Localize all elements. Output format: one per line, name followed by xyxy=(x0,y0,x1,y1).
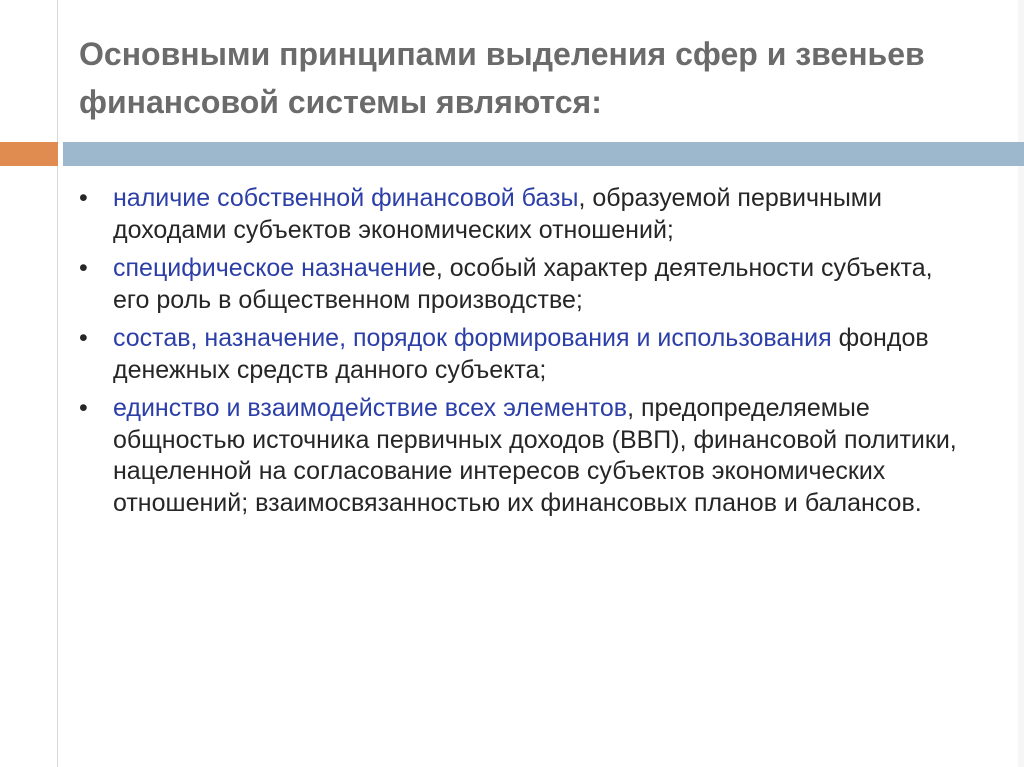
list-item xyxy=(79,323,969,386)
accent-bar-blue xyxy=(63,142,1024,166)
list-item xyxy=(79,253,969,316)
item-text: е, особый характер деятельности субъекта, его роль в общественном производстве; xyxy=(113,254,933,314)
item-highlight: специфическое назначени xyxy=(113,254,422,282)
bullet-icon: • xyxy=(79,184,88,212)
bullet-icon: • xyxy=(79,394,88,422)
bullet-icon: • xyxy=(79,324,88,352)
item-text: , предопределяемые общностью источника первичных доходов (ВВП), финансовой политики, нацеленной на согласование интересов субъектов экономических отношений; взаимосвязанностью их финансовых планов и балансов. xyxy=(113,394,957,517)
item-text: фондов денежных средств данного субъекта; xyxy=(113,324,929,384)
item-highlight: единство и взаимодействие всех элементов xyxy=(113,394,628,422)
accent-bar-orange xyxy=(0,142,58,166)
principles-list xyxy=(79,183,969,526)
right-edge-shade xyxy=(1018,0,1024,767)
item-text: , образуемой первичными доходами субъектов экономических отношений; xyxy=(113,184,882,244)
list-item xyxy=(79,183,969,246)
slide-title: Основными принципами выделения сфер и звеньев финансовой системы являются: xyxy=(79,36,925,120)
bullet-icon: • xyxy=(79,254,88,282)
item-highlight: состав, назначение, порядок формирования и использования xyxy=(113,324,832,352)
left-divider-line xyxy=(57,0,58,767)
list-item xyxy=(79,393,969,519)
item-highlight: наличие собственной финансовой базы xyxy=(113,184,579,212)
